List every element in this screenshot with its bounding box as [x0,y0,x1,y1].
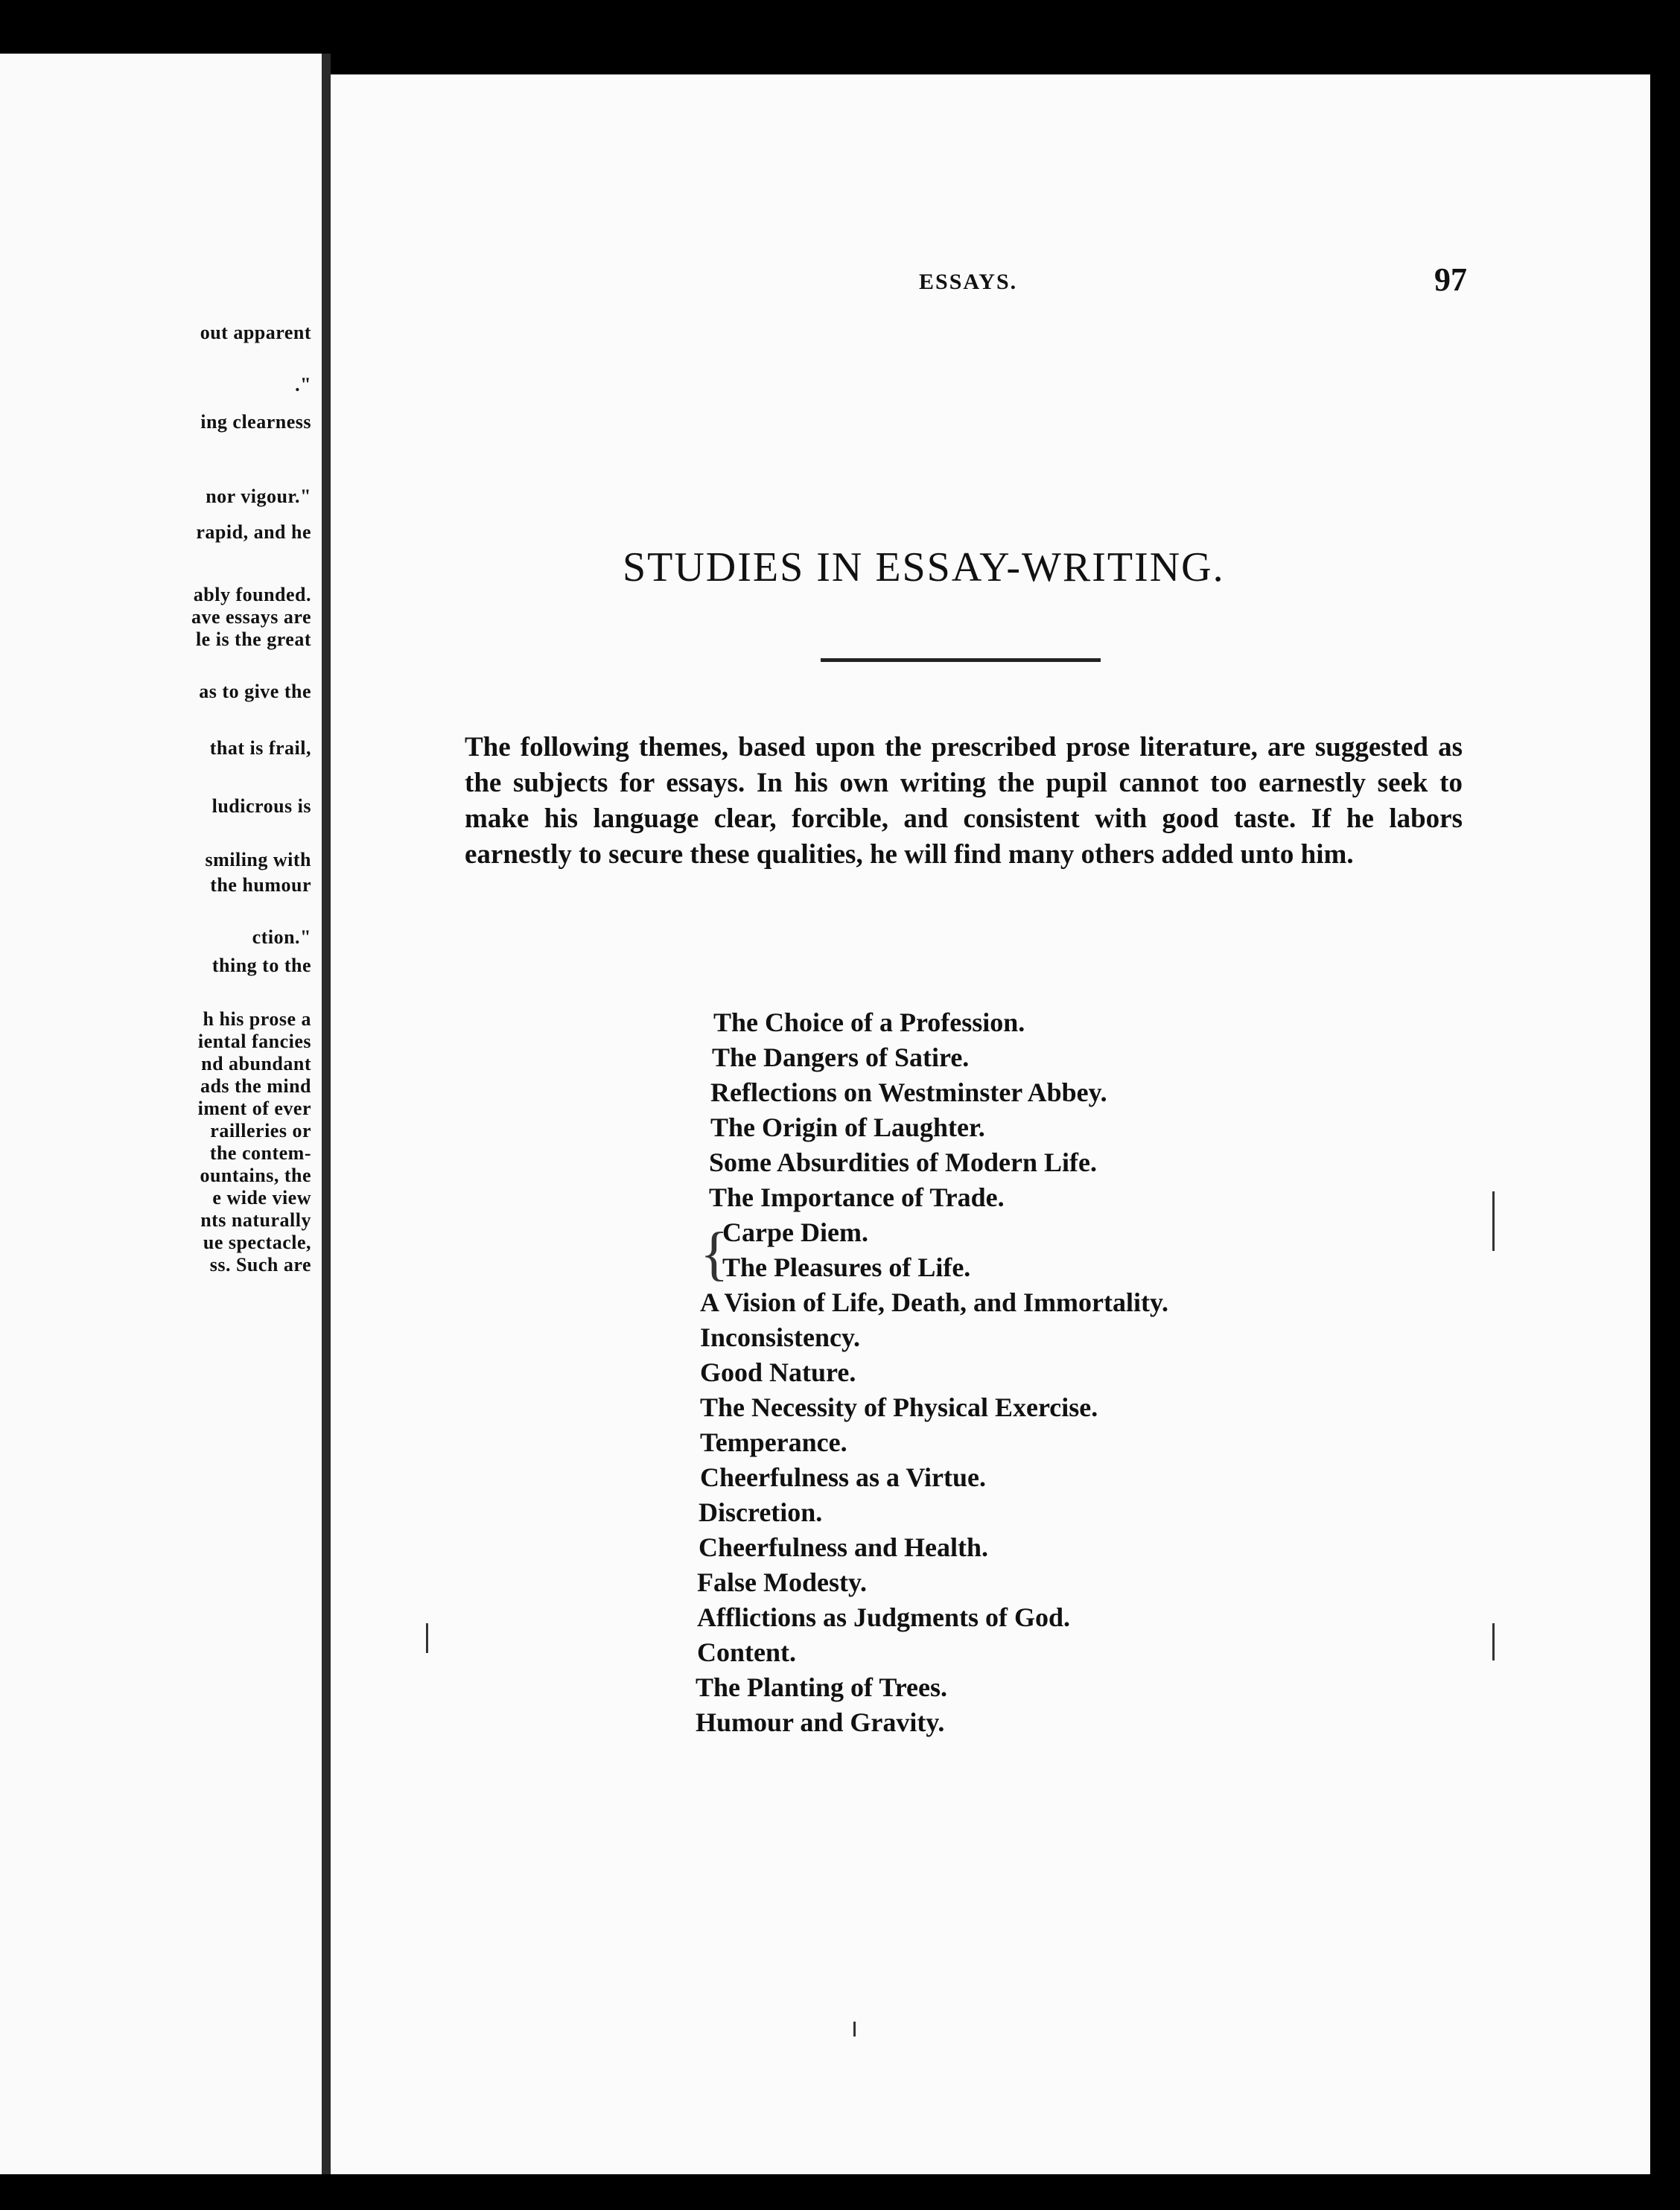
left-line: the contem- [209,1142,311,1164]
left-line: ludicrous is [211,795,311,817]
theme-list [696,1005,1168,1740]
left-line: ads the mind [200,1075,311,1097]
right-page [331,74,1650,2174]
theme-item: The Pleasures of Life. [722,1252,971,1282]
running-head: ESSAYS. [919,270,1018,294]
left-line: ountains, the [200,1165,311,1186]
left-line: nd abundant [201,1053,311,1074]
theme-item: Afflictions as Judgments of God. [697,1602,1071,1632]
left-line: iment of ever [197,1098,311,1119]
scan-mark [426,1623,428,1653]
theme-item: Good Nature. [700,1357,856,1387]
theme-item: Discretion. [699,1497,823,1527]
theme-item: Humour and Gravity. [696,1707,945,1737]
theme-item: False Modesty. [697,1567,867,1597]
theme-item: Carpe Diem. [722,1217,868,1247]
left-line: ing clearness [200,411,311,433]
left-line: h his prose a [203,1008,311,1030]
left-line: e wide view [212,1187,311,1209]
left-line: ss. Such are [209,1254,311,1276]
bracket-mark: { [700,1221,729,1287]
left-line: nor vigour." [206,485,311,507]
scan-mark [853,2022,856,2037]
theme-item: Temperance. [700,1427,847,1457]
left-line: nts naturally [200,1209,311,1231]
theme-item: The Choice of a Profession. [713,1007,1025,1037]
theme-item: Some Absurdities of Modern Life. [709,1147,1097,1177]
theme-item: Content. [697,1637,796,1667]
left-facing-page [0,54,322,2174]
left-line: iental fancies [197,1031,311,1052]
theme-item: Inconsistency. [700,1322,861,1352]
left-line: ue spectacle, [203,1232,311,1253]
left-line: the humour [210,874,311,896]
left-line: smiling with [205,849,311,870]
page-title: STUDIES IN ESSAY-WRITING. [623,544,1225,590]
left-line: ably founded. [193,584,311,605]
left-line: that is frail, [209,737,311,759]
left-line: ave essays are [191,606,311,628]
left-line: ction." [252,926,311,948]
title-rule [821,658,1101,662]
left-line: railleries or [210,1120,311,1141]
left-line: thing to the [211,955,311,976]
theme-item: Reflections on Westminster Abbey. [710,1077,1107,1107]
left-line: out apparent [200,322,311,343]
left-line: ." [295,374,311,395]
theme-item: The Origin of Laughter. [710,1112,985,1142]
theme-item: A Vision of Life, Death, and Immortality. [700,1287,1169,1317]
left-line: as to give the [199,681,311,702]
theme-item: The Importance of Trade. [709,1182,1005,1212]
theme-item: The Dangers of Satire. [712,1042,970,1072]
binding-gutter [322,54,331,2174]
theme-item: Cheerfulness as a Virtue. [700,1462,986,1492]
theme-item: The Necessity of Physical Exercise. [700,1392,1098,1422]
page-number: 97 [1434,261,1467,298]
left-line: le is the great [195,628,311,650]
scan-mark [1492,1623,1495,1660]
intro-paragraph: The following themes, based upon the prescribed prose literature, are suggested as the subjects for essays. In his own writing the pupil cannot too earnestly seek to make his language clear, forcible, and consistent with good taste. If he labors earnestly to secure these qualities, he will find many others added unto him. [465,732,1463,870]
theme-item: Cheerfulness and Health. [699,1532,989,1562]
theme-item: The Planting of Trees. [696,1672,948,1702]
scan-mark [1492,1191,1495,1251]
left-line: rapid, and he [196,521,311,543]
